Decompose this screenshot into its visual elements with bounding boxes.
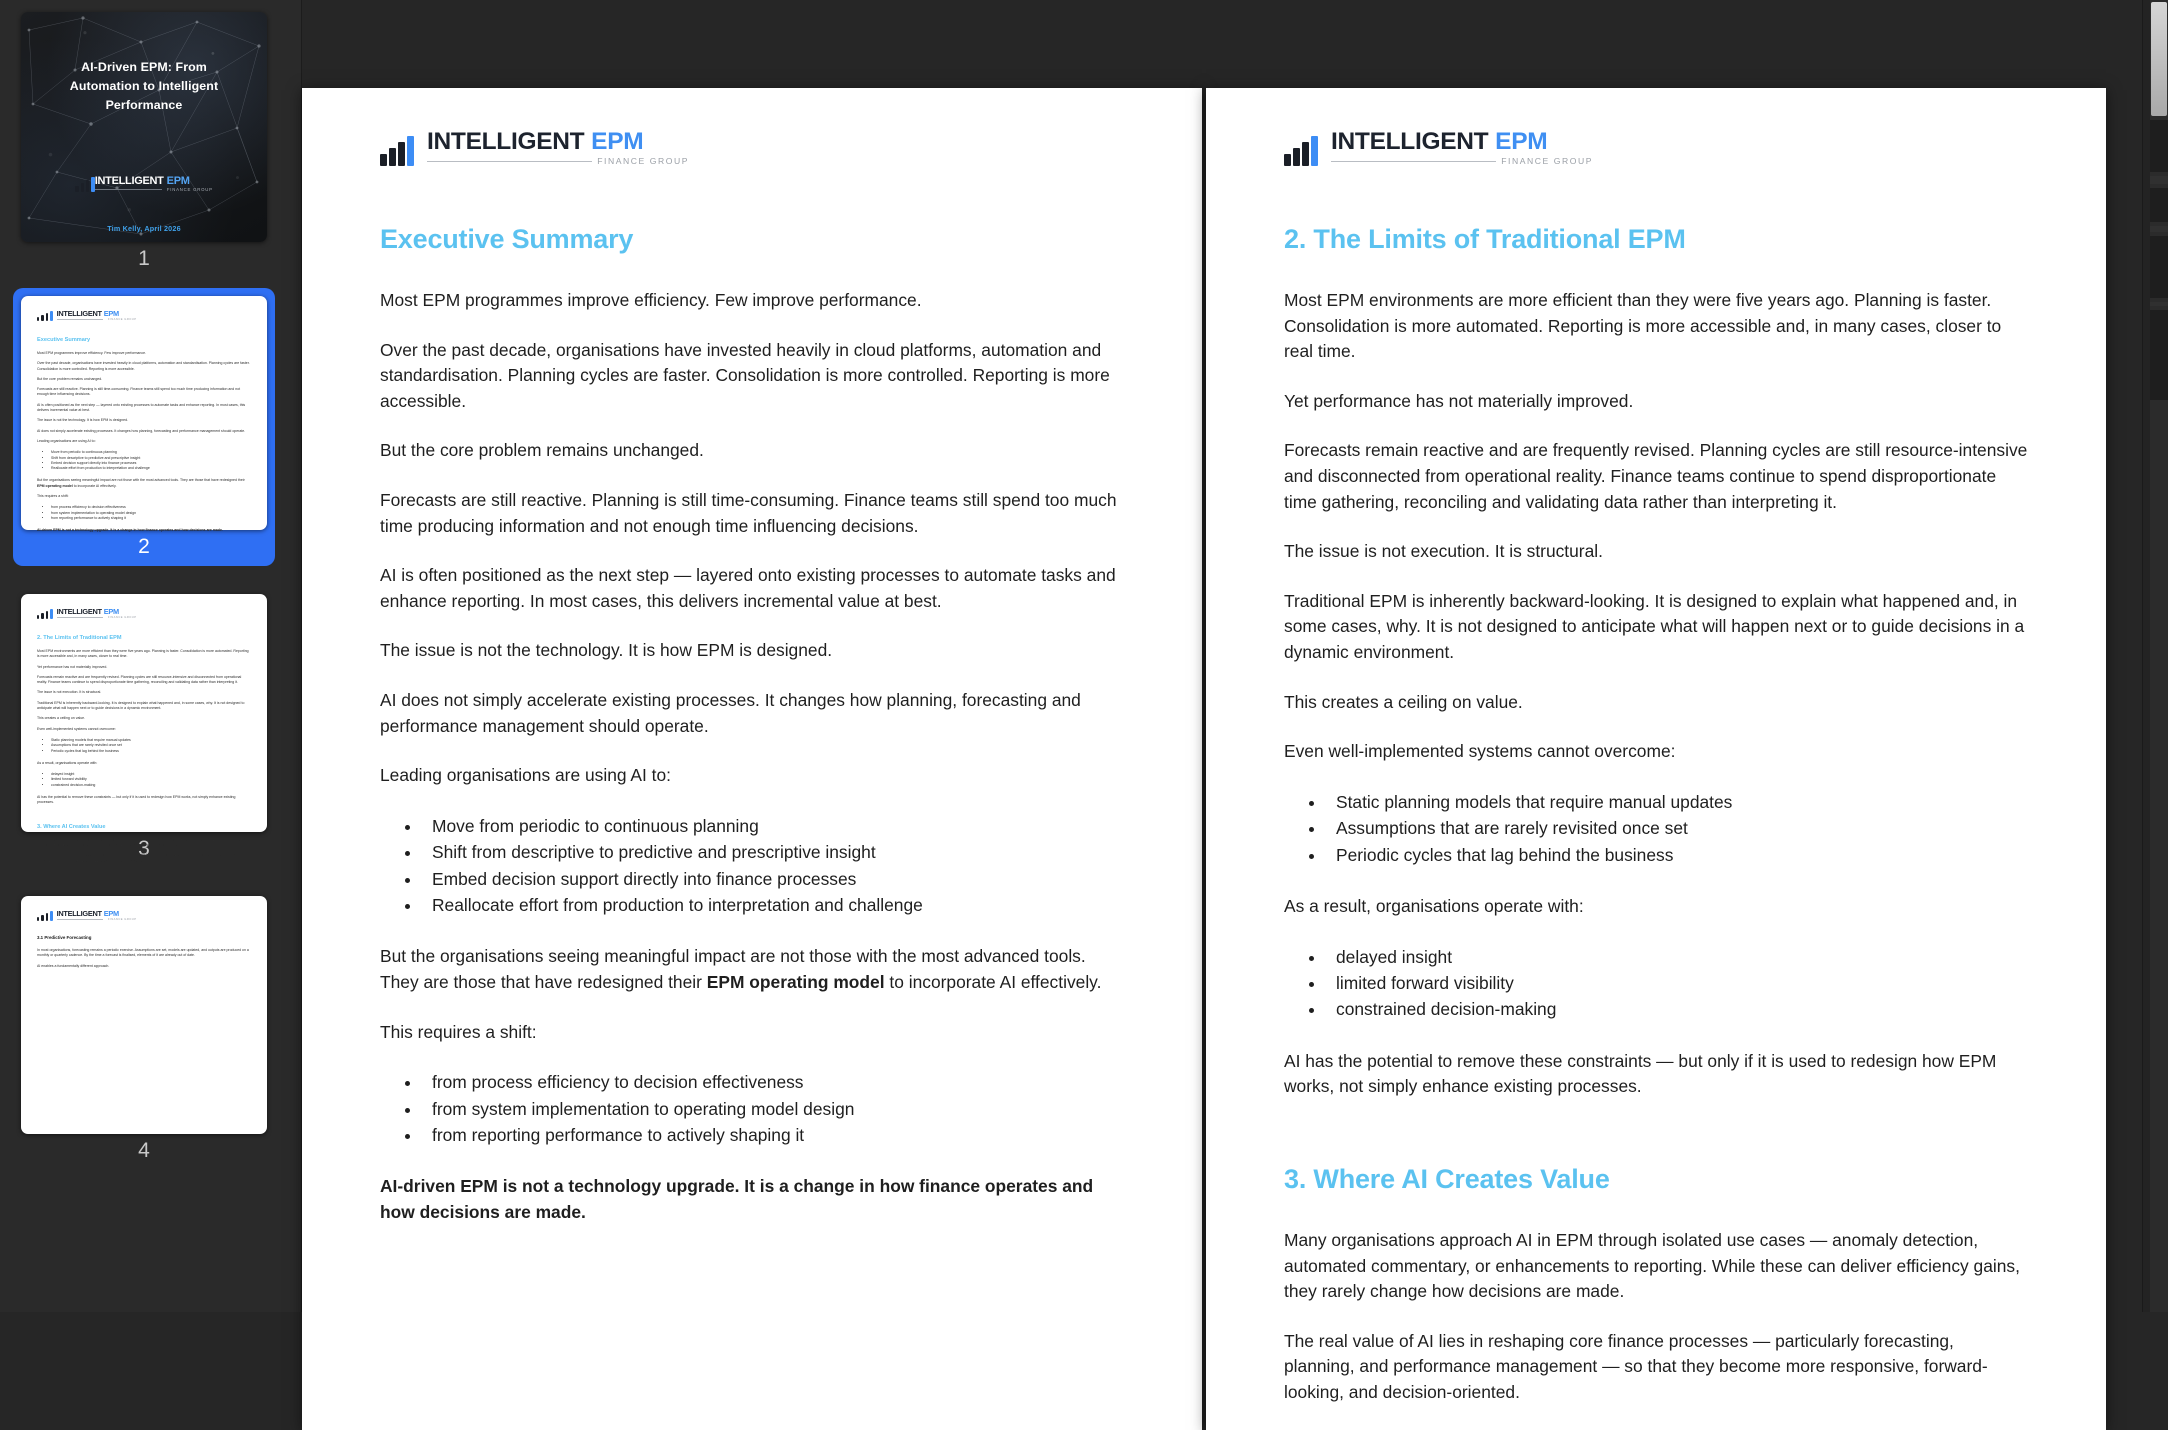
thumbnail-bullet-list xyxy=(51,450,251,471)
panel-fragment xyxy=(2150,302,2168,306)
paragraph: Forecasts remain reactive and are frequently revised. Planning cycles are still resource-intensive and disconnected from operational reality. Finance teams continue to spend disproportionate time gathering, reconciling and validating data rather than interpreting it. xyxy=(1284,440,2028,512)
thumbnail-heading: 2. The Limits of Traditional EPM xyxy=(37,635,122,641)
paragraph-text-post: to incorporate AI effectively. xyxy=(884,971,1102,992)
logo-word-intelligent: INTELLIGENT xyxy=(56,607,102,616)
logo-word-epm: EPM xyxy=(1495,128,1548,155)
logo-divider-rule xyxy=(1331,161,1496,162)
thumbnail-paragraph: In most organisations, forecasting remains a periodic exercise. Assumptions are set, models are updated, and outputs are produced on a monthly or quarterly cadence. By the time a forecast is finalised, elements of it are already out of date. xyxy=(37,948,249,958)
thumbnail-paragraph: Leading organisations are using AI to: xyxy=(37,438,96,443)
list-item: • Move from periodic to continuous planning xyxy=(422,813,1124,839)
logo-divider-rule xyxy=(95,189,162,190)
logo-word-intelligent: INTELLIGENT xyxy=(427,128,585,155)
logo-word-intelligent: INTELLIGENT xyxy=(56,309,102,318)
logo-subtitle: FINANCE GROUP xyxy=(107,616,137,619)
page-thumbnail-rail[interactable] xyxy=(0,0,302,1312)
thumbnail-paragraph: AI has the potential to remove these constraints — but only if it is used to redesign how EPM works, not simply enhance existing processes. xyxy=(37,795,236,805)
list-item: • Shift from descriptive to predictive and prescriptive insight xyxy=(422,839,1124,865)
list-item: • from system implementation to operating model design xyxy=(422,1096,1124,1122)
thumbnail-page-1-canvas xyxy=(21,12,267,242)
page-spread xyxy=(302,88,2106,1430)
panel-fragment xyxy=(2150,120,2168,172)
paragraph: Forecasts are still reactive. Planning is still time-consuming. Finance teams still spend too much time producing information and not enough time influencing decisions. xyxy=(380,489,1117,536)
paragraph-with-emphasis xyxy=(380,944,1124,995)
list-item: • from system implementation to operating model design xyxy=(51,511,251,516)
thumbnail-paragraph: AI-driven EPM is not a technology upgrade. It is a change in how finance operates and how decisions are made. xyxy=(37,528,223,533)
paragraph: The issue is not execution. It is structural. xyxy=(1284,541,1603,562)
thumbnail-paragraph: Over the past decade, organisations have invested heavily in cloud platforms, automation and standardisation. Planning cycles are faster. Consolidation is more controlled. Reporting is more accessible. xyxy=(37,361,250,371)
paragraph: Over the past decade, organisations have invested heavily in cloud platforms, automation and standardisation. Planning cycles are faster. Consolidation is more controlled. Reporting is more accessible. xyxy=(380,339,1110,411)
page-header-logo xyxy=(380,128,1124,166)
list-item: • Static planning models that require manual updates xyxy=(51,738,251,743)
paragraph: Traditional EPM is inherently backward-looking. It is designed to explain what happened and, in some cases, why. It is not designed to anticipate what will happen next or to guide decisions in a dynamic environment. xyxy=(1284,590,2025,662)
logo-word-epm: EPM xyxy=(103,309,119,318)
list-item: • Reallocate effort from production to interpretation and challenge xyxy=(51,466,251,471)
section-heading-executive-summary: Executive Summary xyxy=(380,224,634,254)
paragraph: AI has the potential to remove these constraints — but only if it is used to redesign how EPM works, not simply enhance existing processes. xyxy=(1284,1050,1997,1097)
thumbnail-paragraph: This requires a shift: xyxy=(37,494,69,499)
paragraph: Most EPM environments are more efficient than they were five years ago. Planning is faster. Consolidation is more automated. Reporting is more accessible and, in many cases, closer to real time. xyxy=(1284,290,2002,362)
logo-word-epm: EPM xyxy=(591,128,644,155)
list-item: • Move from periodic to continuous planning xyxy=(51,450,251,455)
panel-fragment xyxy=(2150,310,2168,400)
logo-word-intelligent: INTELLIGENT xyxy=(94,175,164,187)
panel-fragment xyxy=(2150,176,2168,184)
paragraph: Even well-implemented systems cannot overcome: xyxy=(1284,741,1676,762)
list-item: • Assumptions that are rarely revisited once set xyxy=(1326,815,2028,841)
bar-chart-icon xyxy=(1284,136,1318,166)
thumbnail-subheading: 3.1 Predictive Forecasting xyxy=(37,935,92,940)
bar-chart-icon xyxy=(380,136,414,166)
document-page-2 xyxy=(302,88,1202,1430)
paragraph: This creates a ceiling on value. xyxy=(1284,691,1523,712)
panel-fragment xyxy=(2150,226,2168,232)
list-item: • Reallocate effort from production to interpretation and challenge xyxy=(422,892,1124,918)
thumbnail-paragraph: But the core problem remains unchanged. xyxy=(37,376,103,381)
logo-subtitle: FINANCE GROUP xyxy=(107,318,137,321)
paragraph: This requires a shift: xyxy=(380,1021,537,1042)
thumbnail-paragraph: Forecasts are still reactive. Planning is still time-consuming. Finance teams still spend too much time producing information and not enough time influencing decisions. xyxy=(37,387,241,397)
list-item: • Embed decision support directly into finance processes xyxy=(422,866,1124,892)
thumbnail-paragraph: The real value of AI lies in reshaping core finance processes — particularly forecasting, planning, and performance management — so that they become more responsive, forward-looking, and decision-oriented. xyxy=(37,853,245,863)
logo-divider-rule xyxy=(57,617,103,618)
logo-subtitle: FINANCE GROUP xyxy=(107,918,137,921)
panel-fragment xyxy=(2150,236,2168,298)
bullet-list xyxy=(1326,944,2028,1023)
cover-byline: Tim Kelly, April 2026 xyxy=(107,224,181,233)
logo-divider-rule xyxy=(57,919,103,920)
paragraph: But the core problem remains unchanged. xyxy=(380,440,704,461)
thumbnail-paragraph: But the organisations seeing meaningful impact are not those with the most advanced tools. They are those that have redesigned their EPM operating model to incorporate AI effectively. xyxy=(37,478,245,488)
thumbnail-paragraph: Many organisations approach AI in EPM through isolated use cases — anomaly detection, automated commentary, or enhancements to reporting. While these can deliver efficiency gains, they rarely change how decisions are made. xyxy=(37,837,248,847)
document-canvas[interactable] xyxy=(302,0,2168,1402)
emphasis-epm-operating-model: EPM operating model xyxy=(706,971,885,992)
list-item: • Periodic cycles that lag behind the business xyxy=(1326,842,2028,868)
list-item: • delayed insight xyxy=(51,772,251,777)
thumbnail-page-number: 3 xyxy=(138,837,150,860)
list-item: • from reporting performance to actively shaping it xyxy=(51,516,251,521)
thumbnail-paragraph: Most EPM programmes improve efficiency. Few improve performance. xyxy=(37,351,146,355)
cover-logo xyxy=(21,175,267,192)
closing-statement: AI-driven EPM is not a technology upgrade. It is a change in how finance operates and how decisions are made. xyxy=(380,1176,1094,1222)
logo-subtitle: FINANCE GROUP xyxy=(1501,156,1593,166)
intelligent-epm-logo xyxy=(380,128,1124,166)
thumbnail-page-number: 1 xyxy=(138,247,150,270)
intelligent-epm-logo xyxy=(75,175,213,192)
logo-word-intelligent: INTELLIGENT xyxy=(56,909,102,918)
thumbnail-page-4-canvas xyxy=(21,896,267,1134)
list-item: • Periodic cycles that lag behind the business xyxy=(51,749,251,754)
thumbnail-bullet-list xyxy=(51,738,251,754)
list-item: • Embed decision support directly into finance processes xyxy=(51,461,251,466)
thumbnail-page-4[interactable] xyxy=(13,888,275,1170)
bar-chart-icon xyxy=(75,177,95,192)
thumbnail-heading: 3. Where AI Creates Value xyxy=(37,823,106,830)
list-item: • limited forward visibility xyxy=(51,777,251,782)
list-item: • Static planning models that require manual updates xyxy=(1326,789,2028,815)
list-item: • constrained decision-making xyxy=(1326,996,2028,1022)
paragraph: Most EPM programmes improve efficiency. Few improve performance. xyxy=(380,290,922,310)
list-item: • limited forward visibility xyxy=(1326,970,2028,996)
list-item: • Assumptions that are rarely revisited once set xyxy=(51,743,251,748)
thumbnail-paragraph: Forecasts remain reactive and are frequently revised. Planning cycles are still resource-intensive and disconnected from operational reality. Finance teams continue to spend disproportionate time gathering, reconciling and validating data rather than interpreting it. xyxy=(37,674,242,685)
page-header-logo xyxy=(1284,128,2028,166)
logo-subtitle: FINANCE GROUP xyxy=(597,156,689,166)
thumbnail-paragraph: Even well-implemented systems cannot overcome: xyxy=(37,726,116,731)
bar-chart-icon xyxy=(37,911,53,921)
thumbnail-paragraph: As a result, organisations operate with: xyxy=(37,760,98,765)
document-page-3 xyxy=(1206,88,2106,1430)
thumbnail-bullet-list xyxy=(51,772,251,788)
section-heading-limits-of-traditional-epm: 2. The Limits of Traditional EPM xyxy=(1284,224,1686,254)
thumbnail-paragraph: Yet performance has not materially improved. xyxy=(37,664,108,669)
right-edge-panel xyxy=(2142,0,2168,1312)
logo-word-epm: EPM xyxy=(103,607,119,616)
thumbnail-page-1[interactable] xyxy=(13,4,275,278)
list-item: • from reporting performance to actively shaping it xyxy=(422,1122,1124,1148)
list-item: • delayed insight xyxy=(1326,944,2028,970)
paragraph: Leading organisations are using AI to: xyxy=(380,765,672,786)
thumbnail-bullet-list xyxy=(51,505,251,521)
thumbnail-page-3-canvas xyxy=(21,594,267,863)
bar-chart-icon xyxy=(37,311,53,321)
thumbnail-paragraph: This creates a ceiling on value. xyxy=(37,716,86,721)
thumbnail-page-number: 4 xyxy=(138,1139,150,1162)
thumbnail-paragraph: AI is often positioned as the next step — layered onto existing processes to automate tasks and enhance reporting. In most cases, this delivers incremental value at best. xyxy=(37,402,246,413)
panel-fragment xyxy=(2150,188,2168,222)
paragraph: The real value of AI lies in reshaping core finance processes — particularly forecasting, planning, and performance management — so that they become more responsive, forward-looking, and decision-oriented. xyxy=(1284,1330,1988,1402)
list-item: • from process efficiency to decision effectiveness xyxy=(422,1069,1124,1095)
logo-word-epm: EPM xyxy=(103,909,119,918)
thumbnail-page-2[interactable] xyxy=(13,288,275,566)
section-heading-where-ai-creates-value: 3. Where AI Creates Value xyxy=(1284,1163,1610,1194)
list-item: • from process efficiency to decision effectiveness xyxy=(51,505,251,510)
logo-word-epm: EPM xyxy=(166,175,190,187)
paragraph: AI does not simply accelerate existing processes. It changes how planning, forecasting and performance management should operate. xyxy=(380,689,1081,736)
intelligent-epm-logo xyxy=(37,909,251,921)
paragraph: Many organisations approach AI in EPM through isolated use cases — anomaly detection, automated commentary, or enhancements to reporting. While these can deliver efficiency gains, they rarely change how decisions are made. xyxy=(1284,1229,2020,1302)
list-item: • Shift from descriptive to predictive and prescriptive insight xyxy=(51,456,251,461)
bullet-list xyxy=(422,813,1124,919)
intelligent-epm-logo xyxy=(1284,128,2028,166)
paragraph: The issue is not the technology. It is how EPM is designed. xyxy=(380,640,833,661)
paragraph: Yet performance has not materially improved. xyxy=(1284,390,1634,411)
thumbnail-page-number: 2 xyxy=(138,535,150,558)
bar-chart-icon xyxy=(37,609,53,619)
thumbnail-paragraph: AI does not simply accelerate existing processes. It changes how planning, forecasting and performance management should operate. xyxy=(37,428,246,433)
thumbnail-page-3[interactable] xyxy=(13,586,275,868)
bullet-list xyxy=(1326,789,2028,868)
logo-subtitle: FINANCE GROUP xyxy=(166,187,213,192)
paragraph: AI is often positioned as the next step — layered onto existing processes to automate tasks and enhance reporting. In most cases, this delivers incremental value at best. xyxy=(380,565,1116,611)
logo-word-intelligent: INTELLIGENT xyxy=(1331,128,1489,155)
thumbnail-paragraph: The issue is not the technology. It is how EPM is designed. xyxy=(37,418,128,423)
logo-divider-rule xyxy=(427,161,592,162)
cover-title: AI-Driven EPM: From Automation to Intelligent Performance xyxy=(69,60,219,112)
intelligent-epm-logo xyxy=(37,607,251,619)
paragraph-text-pre: But the organisations seeing meaningful impact are not those with the most advanced tools. They are those that have redesigned their xyxy=(380,946,1086,992)
thumbnail-paragraph: Traditional EPM is inherently backward-looking. It is designed to explain what happened and, in some cases, why. It is not designed to anticipate what will happen next or to guide decisions in a dynamic environment. xyxy=(37,700,245,711)
thumbnail-page-2-canvas xyxy=(21,296,267,533)
intelligent-epm-logo xyxy=(37,309,251,321)
logo-divider-rule xyxy=(57,319,103,320)
thumbnail-paragraph: AI enables a fundamentally different approach. xyxy=(37,963,110,968)
list-item: • constrained decision-making xyxy=(51,783,251,788)
thumbnail-paragraph: Most EPM environments are more efficient than they were five years ago. Planning is faster. Consolidation is more automated. Reporting is more accessible and, in many cases, closer to real time. xyxy=(37,649,249,659)
thumbnail-paragraph: The issue is not execution. It is structural. xyxy=(37,690,102,695)
paragraph: As a result, organisations operate with: xyxy=(1284,895,1584,916)
thumbnail-heading: Executive Summary xyxy=(37,337,91,343)
bullet-list xyxy=(422,1069,1124,1148)
vertical-scrollbar-thumb[interactable] xyxy=(2151,2,2167,116)
